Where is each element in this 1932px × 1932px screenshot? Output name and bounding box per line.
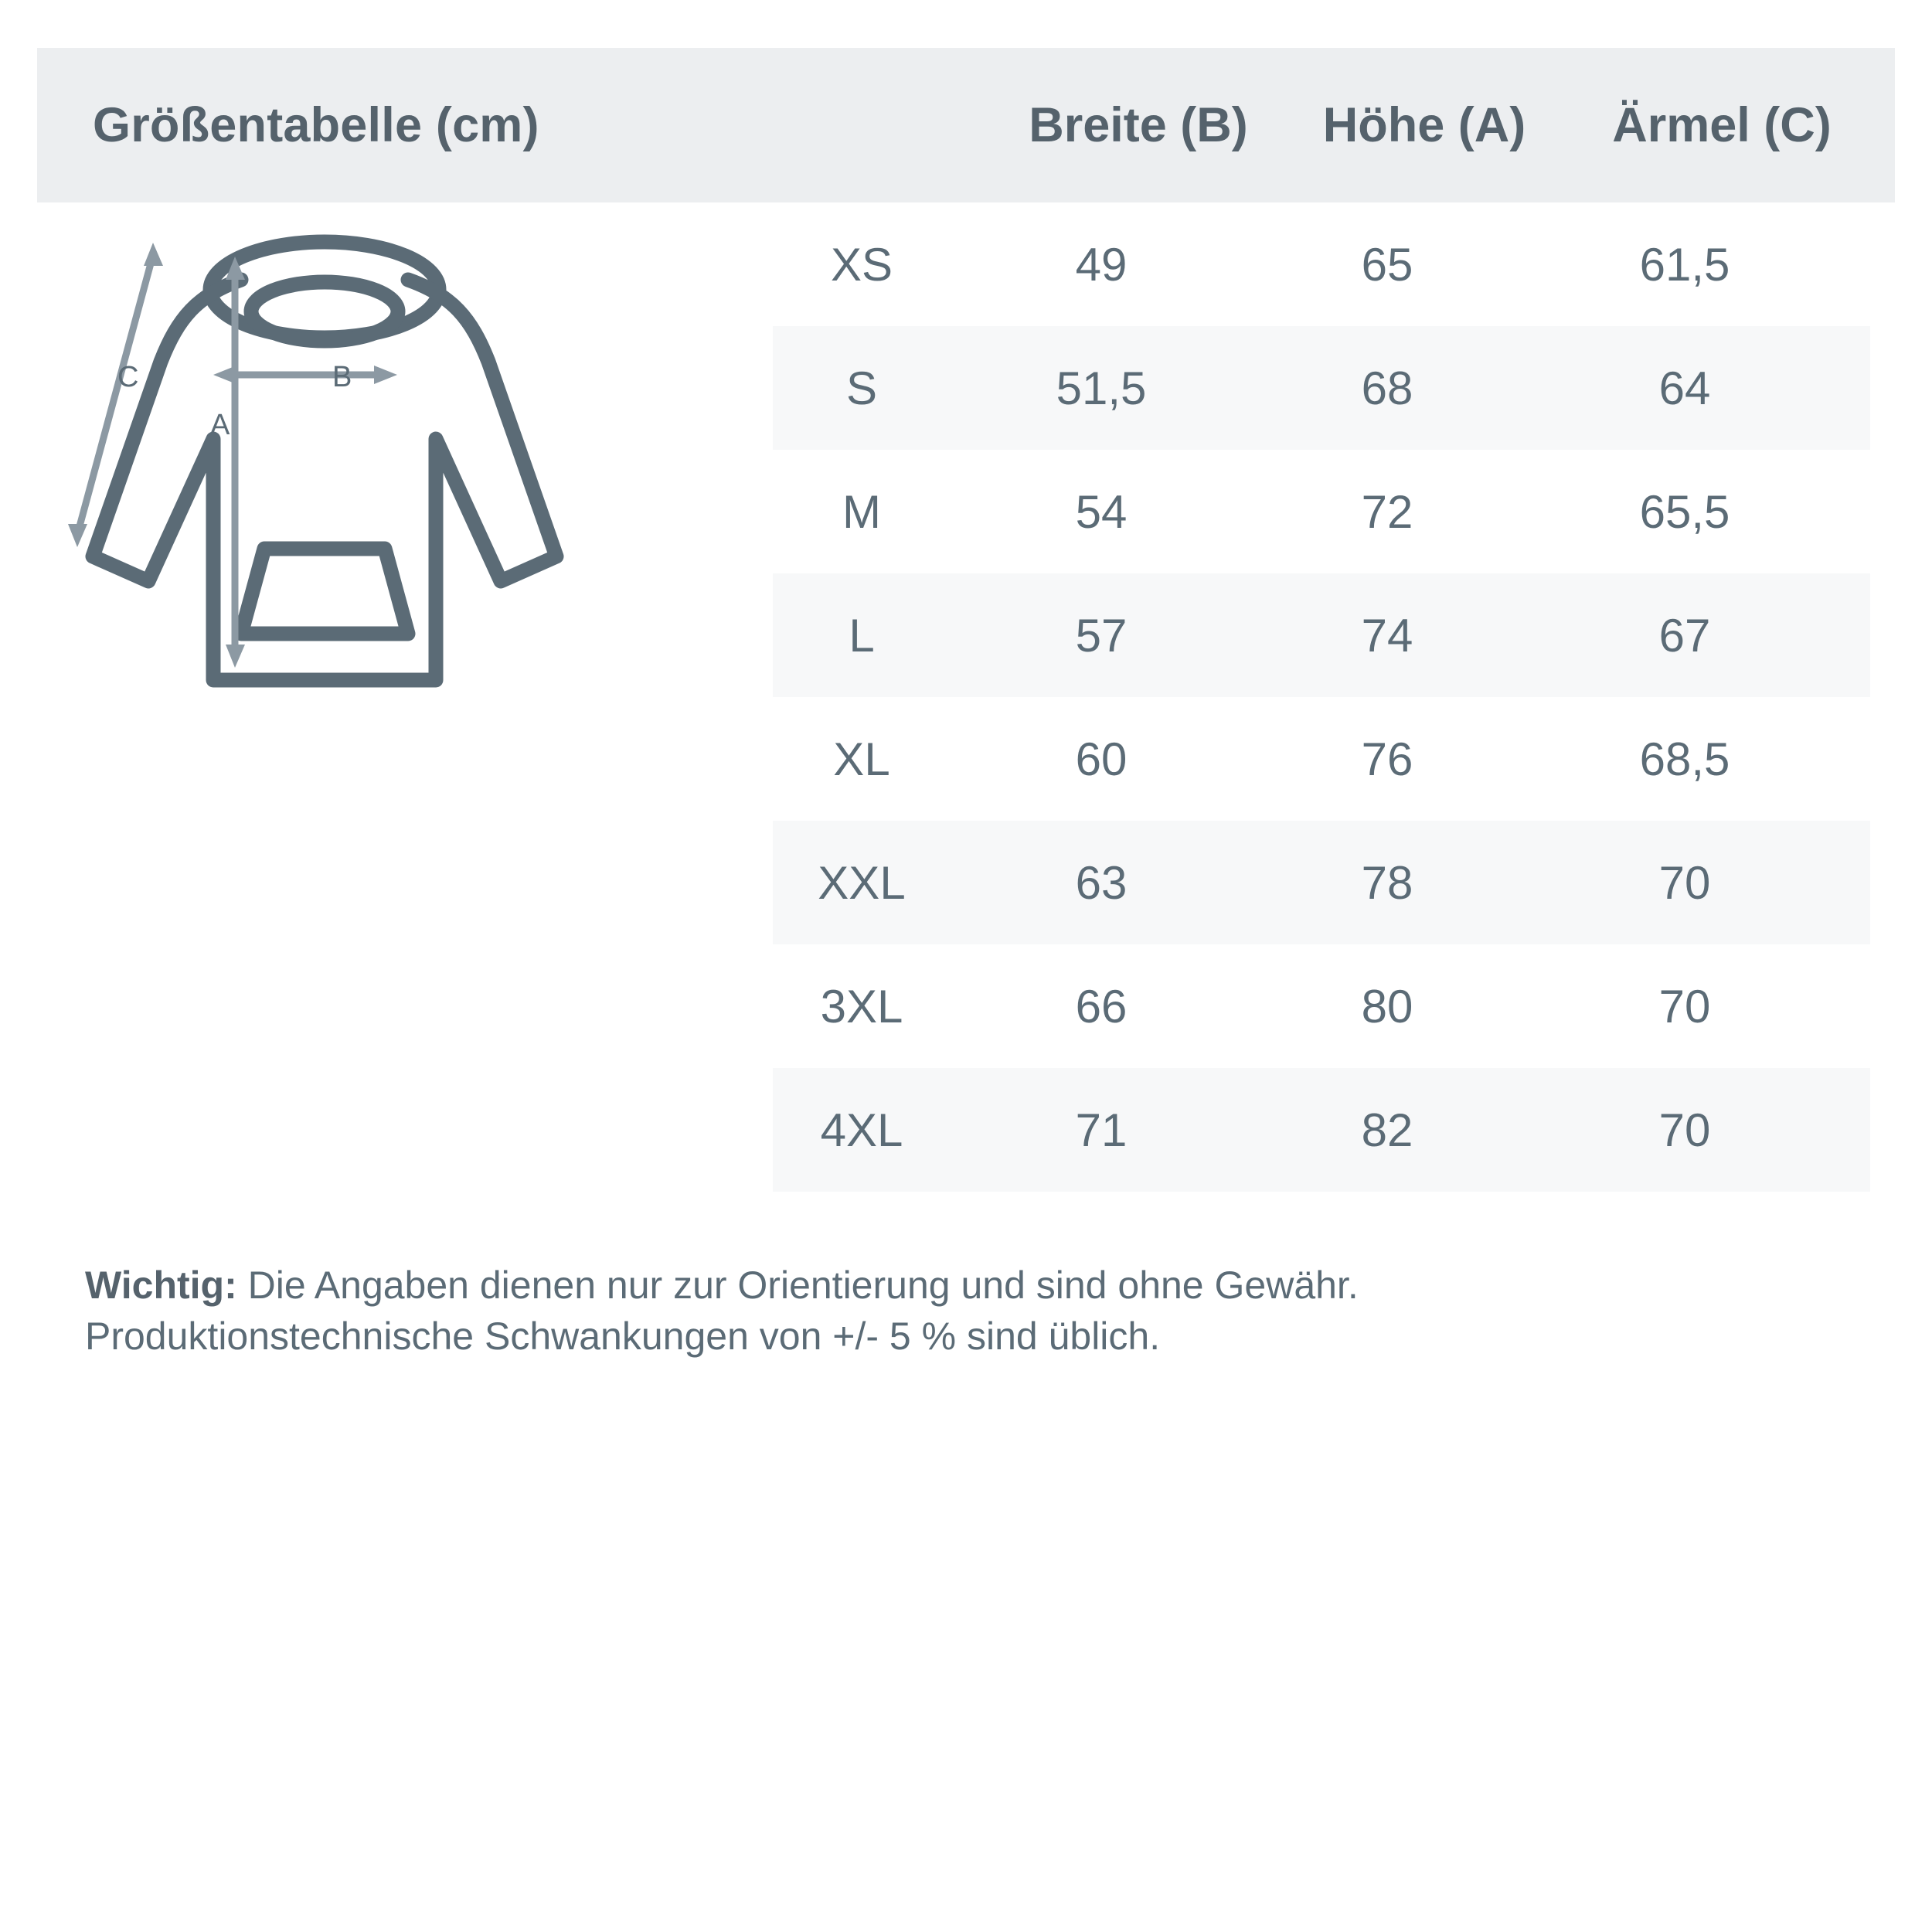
cell-hoehe: 74 (1361, 609, 1413, 662)
cell-breite: 49 (1075, 238, 1128, 291)
svg-text:B: B (332, 361, 352, 393)
cell-hoehe: 78 (1361, 856, 1413, 909)
cell-hoehe: 68 (1361, 362, 1413, 414)
cell-size: XXL (818, 856, 906, 909)
cell-breite: 63 (1075, 856, 1128, 909)
cell-breite: 54 (1075, 485, 1128, 538)
cell-hoehe: 80 (1361, 980, 1413, 1032)
cell-breite: 71 (1075, 1104, 1128, 1156)
footnote-line1: Die Angaben dienen nur zur Orientierung und sind ohne Gewähr. (236, 1264, 1359, 1307)
table-row (773, 1068, 1870, 1192)
cell-breite: 51,5 (1056, 362, 1147, 414)
page-title: Größentabelle (cm) (93, 98, 539, 152)
cell-aermel: 70 (1658, 856, 1711, 909)
footnote-lead: Wichtig: (85, 1264, 237, 1307)
cell-hoehe: 65 (1361, 238, 1413, 291)
header-col-aermel: Ärmel (C) (1612, 98, 1832, 152)
table-row (773, 821, 1870, 944)
cell-hoehe: 76 (1361, 733, 1413, 785)
header-band (37, 48, 1895, 202)
table-row (773, 573, 1870, 697)
footnote-line2: Produktionstechnische Schwankungen von +/- 5 % sind üblich. (85, 1315, 1161, 1358)
cell-aermel: 61,5 (1639, 238, 1730, 291)
table-row (773, 326, 1870, 450)
footnote (85, 1260, 1862, 1362)
cell-size: XS (830, 238, 893, 291)
table-row (773, 697, 1870, 821)
svg-text:C: C (117, 361, 139, 393)
cell-hoehe: 72 (1361, 485, 1413, 538)
hoodie-measurement-diagram (62, 232, 750, 819)
cell-size: XL (833, 733, 890, 785)
table-row (773, 450, 1870, 573)
cell-size: 4XL (820, 1104, 903, 1156)
table-row (773, 944, 1870, 1068)
cell-aermel: 68,5 (1639, 733, 1730, 785)
cell-breite: 57 (1075, 609, 1128, 662)
svg-text:A: A (210, 409, 230, 441)
header-col-size (810, 97, 988, 153)
header-col-hoehe: Höhe (A) (1322, 98, 1526, 152)
cell-size: S (845, 362, 878, 414)
header-col-breite: Breite (B) (1029, 98, 1248, 152)
cell-aermel: 64 (1658, 362, 1711, 414)
table-row (773, 202, 1870, 326)
cell-aermel: 67 (1658, 609, 1711, 662)
cell-size: M (842, 485, 881, 538)
cell-breite: 60 (1075, 733, 1128, 785)
cell-hoehe: 82 (1361, 1104, 1413, 1156)
size-table (773, 202, 1870, 1192)
header-columns (810, 97, 1907, 153)
cell-aermel: 70 (1658, 980, 1711, 1032)
cell-aermel: 65,5 (1639, 485, 1730, 538)
cell-breite: 66 (1075, 980, 1128, 1032)
cell-aermel: 70 (1658, 1104, 1711, 1156)
cell-size: 3XL (820, 980, 903, 1032)
cell-size: L (849, 609, 875, 662)
